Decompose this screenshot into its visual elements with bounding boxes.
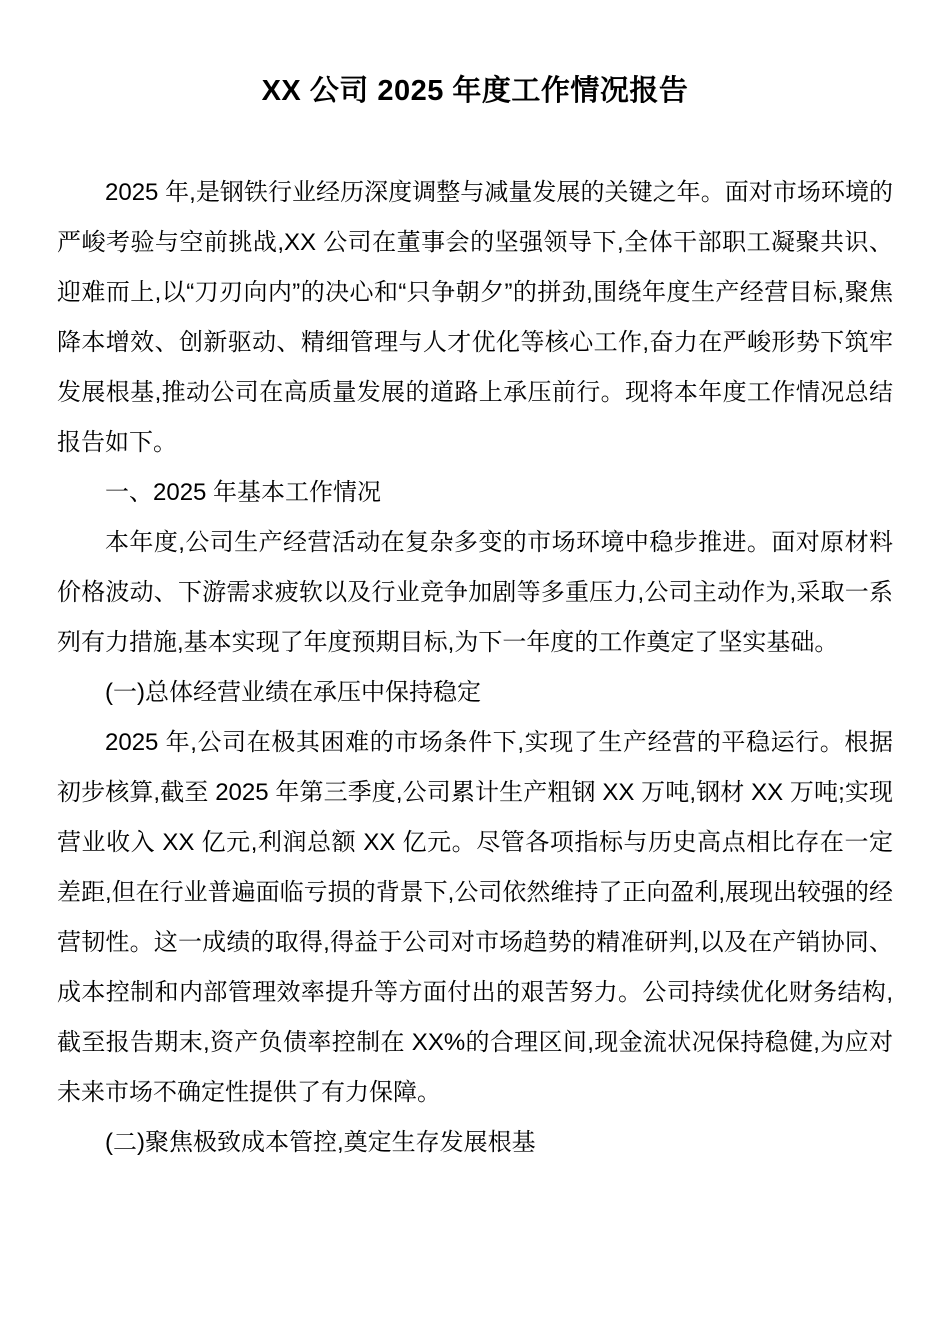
subsection-1-2-heading: (二)聚焦极致成本管控,奠定生存发展根基 [105,1129,536,1156]
section-1-overview-paragraph: 本年度,公司生产经营活动在复杂多变的市场环境中稳步推进。面对原材料价格波动、下游需求疲软以及行业竞争加剧等多重压力,公司主动作为,采取一系列有力措施,基本实现了年度预期目标,为下一年度的工作奠定了坚实基础。 [57,529,893,656]
intro-paragraph: 2025 年,是钢铁行业经历深度调整与减量发展的关键之年。面对市场环境的严峻考验与空前挑战,XX 公司在董事会的坚强领导下,全体干部职工凝聚共识、迎难而上,以“刀刃向内”的决心和“只争朝夕”的拼劲,围绕年度生产经营目标,聚焦降本增效、创新驱动、精细管理与人才优化等核心工作,奋力在严峻形势下筑牢发展根基,推动公司在高质量发展的道路上承压前行。现将本年度工作情况总结报告如下。 [57,179,893,456]
document-body [57,168,893,1168]
document-title: XX 公司 2025 年度工作情况报告 [261,75,689,107]
section-1-heading: 一、2025 年基本工作情况 [105,479,382,506]
subsection-1-1-heading: (一)总体经营业绩在承压中保持稳定 [105,679,481,706]
subsection-1-1-paragraph: 2025 年,公司在极其困难的市场条件下,实现了生产经营的平稳运行。根据初步核算,截至 2025 年第三季度,公司累计生产粗钢 XX 万吨,钢材 XX 万吨;实现营业收入 XX 亿元,利润总额 XX 亿元。尽管各项指标与历史高点相比存在一定差距,但在行业普遍面临亏损的背景下,公司依然维持了正向盈利,展现出较强的经营韧性。这一成绩的取得,得益于公司对市场趋势的精准研判,以及在产销协同、成本控制和内部管理效率提升等方面付出的艰苦努力。公司持续优化财务结构,截至报告期末,资产负债率控制在 XX%的合理区间,现金流状况保持稳健,为应对未来市场不确定性提供了有力保障。 [57,729,894,1106]
